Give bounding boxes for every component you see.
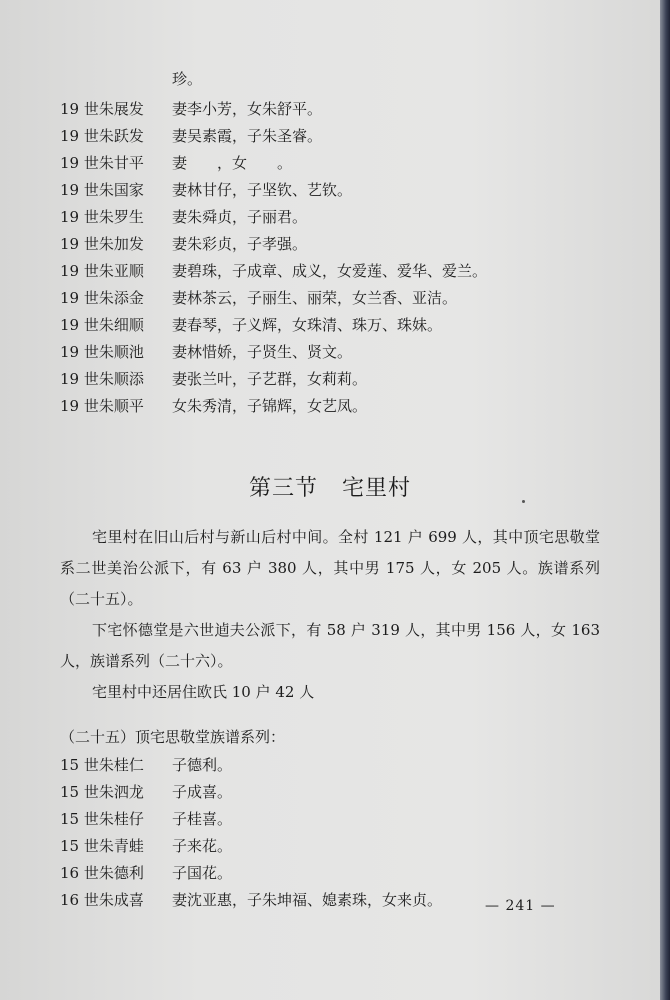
entry-generation-name: 19 世朱添金	[60, 289, 144, 307]
genealogy-entry	[60, 231, 600, 258]
genealogy-entry	[60, 312, 600, 339]
genealogy-entry	[60, 339, 600, 366]
entry-generation-name: 19 世朱亚顺	[60, 262, 144, 280]
entry-generation-name: 19 世朱跃发	[60, 127, 144, 145]
section-number: 第三节	[248, 476, 318, 501]
entry-family-details: 女朱秀清，子锦辉，女艺凤。	[172, 397, 368, 415]
entry-family-details: 妻张兰叶，子艺群，女莉莉。	[172, 370, 368, 388]
entry-generation-name: 19 世朱顺池	[60, 343, 144, 361]
book-spine	[660, 0, 670, 1000]
entry-family-details: 妻 ，女 。	[172, 154, 293, 172]
entry-family-details: 妻林惜娇，子贤生、贤文。	[172, 343, 353, 361]
genealogy-entry	[60, 96, 600, 123]
page-number: — 241 —	[485, 898, 556, 914]
genealogy-entry	[60, 177, 600, 204]
genealogy-entry	[60, 366, 600, 393]
entry-family-details: 妻李小芳，女朱舒平。	[172, 100, 323, 118]
entry-generation-name: 19 世朱甘平	[60, 154, 144, 172]
genealogy-list-19th	[60, 96, 600, 420]
entry-generation-name: 15 世朱泗龙	[60, 783, 144, 801]
entry-generation-name: 15 世朱桂仔	[60, 810, 144, 828]
genealogy-list-series-25	[60, 752, 600, 914]
genealogy-entry	[60, 860, 600, 887]
genealogy-entry	[60, 123, 600, 150]
entry-generation-name: 19 世朱罗生	[60, 208, 144, 226]
page-content	[60, 68, 600, 914]
entry-family-details: 子桂喜。	[172, 810, 233, 828]
genealogy-entry	[60, 258, 600, 285]
entry-family-details: 妻春琴，子义辉，女珠清、珠万、珠妹。	[172, 316, 443, 334]
section-name: 宅里村	[342, 476, 412, 501]
entry-generation-name: 19 世朱国家	[60, 181, 144, 199]
entry-family-details: 子成喜。	[172, 783, 233, 801]
entry-generation-name: 15 世朱桂仁	[60, 756, 144, 774]
genealogy-entry	[60, 752, 600, 779]
genealogy-entry	[60, 150, 600, 177]
continuation-line: 珍。	[172, 70, 203, 88]
entry-family-details: 妻林茶云，子丽生、丽荣，女兰香、亚洁。	[172, 289, 458, 307]
entry-generation-name: 19 世朱细顺	[60, 316, 144, 334]
paragraph-ou-family: 宅里村中还居住欧氏 10 户 42 人	[92, 683, 315, 701]
entry-family-details: 子国花。	[172, 864, 233, 882]
entry-family-details: 妻朱彩贞，子孝强。	[172, 235, 308, 253]
entry-family-details: 妻碧珠，子成章、成义，女爱莲、爱华、爱兰。	[172, 262, 488, 280]
entry-family-details: 妻朱舜贞，子丽君。	[172, 208, 308, 226]
entry-generation-name: 19 世朱顺平	[60, 397, 144, 415]
genealogy-entry	[60, 204, 600, 231]
genealogy-entry	[60, 833, 600, 860]
entry-generation-name: 19 世朱顺添	[60, 370, 144, 388]
paragraph-xiazhai: 下宅怀德堂是六世逌夫公派下，有 58 户 319 人，其中男 156 人，女 163 人，族谱系列（二十六）。	[60, 621, 600, 670]
genealogy-entry	[60, 393, 600, 420]
entry-generation-name: 19 世朱展发	[60, 100, 144, 118]
entry-family-details: 子德利。	[172, 756, 233, 774]
entry-family-details: 子来花。	[172, 837, 233, 855]
series-heading: （二十五）顶宅思敬堂族谱系列：	[60, 728, 286, 746]
section-title	[60, 474, 600, 504]
entry-generation-name: 16 世朱成喜	[60, 891, 144, 909]
paragraph-intro: 宅里村在旧山后村与新山后村中间。全村 121 户 699 人，其中顶宅思敬堂系二世美治公派下，有 63 户 380 人，其中男 175 人，女 205 人。族谱系列（二十五）。	[60, 528, 600, 608]
genealogy-entry	[60, 285, 600, 312]
genealogy-entry	[60, 779, 600, 806]
entry-generation-name: 16 世朱德利	[60, 864, 144, 882]
entry-family-details: 妻林甘仔，子坚钦、艺钦。	[172, 181, 353, 199]
entry-family-details: 妻沈亚惠，子朱坤福、媳素珠，女来贞。	[172, 891, 443, 909]
entry-generation-name: 15 世朱青蛙	[60, 837, 144, 855]
genealogy-entry	[60, 806, 600, 833]
entry-family-details: 妻吴素霞，子朱圣睿。	[172, 127, 323, 145]
entry-generation-name: 19 世朱加发	[60, 235, 144, 253]
